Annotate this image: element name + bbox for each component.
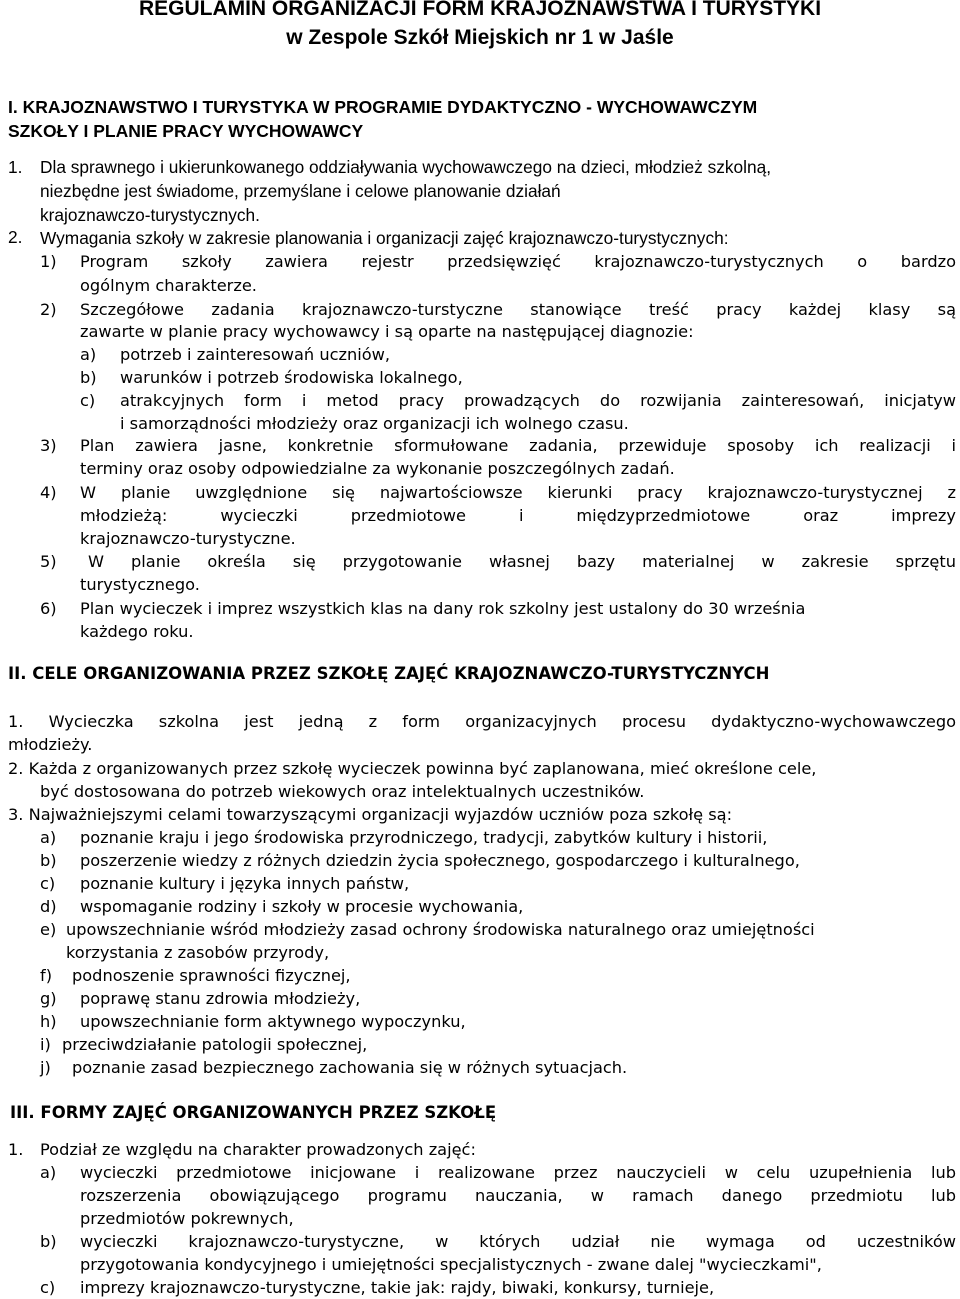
goal-letter: c) [40, 874, 56, 893]
section-2-paragraph: być dostosowana do potrzeb wiekowych oraz intelektualnych uczestników. [40, 782, 645, 801]
item-line: terminy oraz osoby odpowiedzialne za wykonanie poszczególnych zadań. [80, 459, 675, 478]
item-line: Plan zawiera jasne, konkretnie sformułowane zadania, przewiduje sposoby ich realizacji i [80, 436, 956, 455]
form-text: przygotowania kondycyjnego i umiejętności specjalistycznych - zwane dalej "wycieczkami", [80, 1255, 822, 1274]
document-subtitle: w Zespole Szkół Miejskich nr 1 w Jaśle [286, 26, 674, 49]
item-line: Plan wycieczek i imprez wszystkich klas na dany rok szkolny jest ustalony do 30 września [80, 599, 806, 618]
item-line: Program szkoły zawiera rejestr przedsięwzięć krajoznawczo-turystycznych o bardzo [80, 252, 956, 271]
paragraph-1-line: Dla sprawnego i ukierunkowanego oddziaływania wychowawczego na dzieci, młodzież szkolną, [40, 157, 772, 177]
goal-text: upowszechnianie form aktywnego wypoczynku, [80, 1012, 466, 1031]
item-line: turystycznego. [80, 575, 200, 594]
item-line: zawarte w planie pracy wychowawcy i są oparte na następującej diagnozie: [80, 322, 694, 341]
form-text: wycieczki przedmiotowe inicjowane i realizowane przez nauczycieli w celu uzupełnienia lub [80, 1163, 956, 1182]
section-2-heading: II. CELE ORGANIZOWANIA PRZEZ SZKOŁĘ ZAJĘĆ KRAJOZNAWCZO-TURYSTYCZNYCH [8, 664, 770, 683]
goal-letter: g) [40, 989, 57, 1008]
form-text: wycieczki krajoznawczo-turystyczne, w których udział nie wymaga od uczestników [80, 1232, 956, 1251]
item-number: 1) [40, 252, 57, 271]
item-line: ogólnym charakterze. [80, 276, 257, 295]
goal-text: poznanie zasad bezpiecznego zachowania się w różnych sytuacjach. [72, 1058, 628, 1077]
paragraph-2-line: Wymagania szkoły w zakresie planowania i organizacji zajęć krajoznawczo-turystycznych: [40, 228, 729, 248]
goal-text: przeciwdziałanie patologii społecznej, [62, 1035, 368, 1054]
paragraph-1-line: krajoznawczo-turystycznych. [40, 205, 260, 225]
item-line: W planie uwzględnione się najwartościowsze kierunki pracy krajoznawczo-turystycznej z [80, 483, 956, 502]
paragraph-2-number: 2. [8, 227, 23, 247]
section-1-heading-cont: SZKOŁY I PLANIE PRACY WYCHOWAWCY [8, 121, 364, 141]
goal-text: poznanie kultury i języka innych państw, [80, 874, 410, 893]
item-line: krajoznawczo-turystyczne. [80, 529, 296, 548]
form-letter: b) [40, 1232, 57, 1251]
item-line: W planie określa się przygotowanie własnej bazy materialnej w zakresie sprzętu [88, 552, 956, 571]
goal-text: korzystania z zasobów przyrody, [66, 943, 330, 962]
item-number: 3) [40, 436, 57, 455]
form-text: przedmiotów pokrewnych, [80, 1209, 294, 1228]
goal-letter: f) [40, 966, 53, 985]
item-number: 2) [40, 300, 57, 319]
subitem-letter: c) [80, 391, 96, 410]
section-2-paragraph: 1. Wycieczka szkolna jest jedną z form organizacyjnych procesu dydaktyczno-wychowawczego [8, 712, 956, 731]
subitem-letter: b) [80, 368, 97, 387]
subitem-text: potrzeb i zainteresowań uczniów, [120, 345, 391, 364]
section-2-paragraph: 2. Każda z organizowanych przez szkołę wycieczek powinna być zaplanowana, mieć określone cele, [8, 759, 817, 778]
goal-letter: e) [40, 920, 57, 939]
form-text: imprezy krajoznawczo-turystyczne, takie jak: rajdy, biwaki, konkursy, turnieje, [80, 1278, 715, 1297]
document-title: REGULAMIN ORGANIZACJI FORM KRAJOZNAWSTWA I TURYSTYKI [138, 0, 822, 20]
section-2-paragraph: 3. Najważniejszymi celami towarzyszącymi organizacji wyjazdów uczniów poza szkołę są: [8, 805, 733, 824]
section-3-paragraph: Podział ze względu na charakter prowadzonych zajęć: [40, 1140, 476, 1159]
goal-letter: b) [40, 851, 57, 870]
goal-letter: d) [40, 897, 57, 916]
paragraph-1-line: niezbędne jest świadome, przemyślane i celowe planowanie działań [40, 181, 561, 201]
goal-text: upowszechnianie wśród młodzieży zasad ochrony środowiska naturalnego oraz umiejętności [66, 920, 815, 939]
goal-letter: i) [40, 1035, 51, 1054]
item-line: Szczegółowe zadania krajoznawczo-turstyczne stanowiące treść pracy każdej klasy są [80, 300, 956, 319]
form-letter: c) [40, 1278, 56, 1297]
item-number: 6) [40, 599, 57, 618]
item-number: 4) [40, 483, 57, 502]
item-line: każdego roku. [80, 622, 194, 641]
goal-letter: h) [40, 1012, 57, 1031]
subitem-text: atrakcyjnych form i metod pracy prowadzących do rozwijania zainteresowań, inicjatyw [120, 391, 956, 410]
goal-text: poszerzenie wiedzy z różnych dziedzin życia społecznego, gospodarczego i kulturalnego, [80, 851, 800, 870]
form-letter: a) [40, 1163, 57, 1182]
goal-text: poprawę stanu zdrowia młodzieży, [80, 989, 361, 1008]
goal-text: podnoszenie sprawności fizycznej, [72, 966, 351, 985]
goal-text: poznanie kraju i jego środowiska przyrodniczego, tradycji, zabytków kultury i historii, [80, 828, 768, 847]
subitem-text: i samorządności młodzieży oraz organizacji ich wolnego czasu. [120, 414, 629, 433]
subitem-letter: a) [80, 345, 97, 364]
section-2-paragraph: młodzieży. [8, 735, 93, 754]
section-3-heading: III. FORMY ZAJĘĆ ORGANIZOWANYCH PRZEZ SZKOŁĘ [10, 1103, 497, 1122]
form-text: rozszerzenia obowiązującego programu nauczania, w ramach danego przedmiotu lub [80, 1186, 956, 1205]
section-1-heading: I. KRAJOZNAWSTWO I TURYSTYKA W PROGRAMIE DYDAKTYCZNO - WYCHOWAWCZYM [8, 97, 758, 117]
goal-text: wspomaganie rodziny i szkoły w procesie wychowania, [80, 897, 524, 916]
goal-letter: a) [40, 828, 57, 847]
section-3-number: 1. [8, 1140, 24, 1159]
goal-letter: j) [40, 1058, 51, 1077]
subitem-text: warunków i potrzeb środowiska lokalnego, [120, 368, 463, 387]
item-line: młodzieżą: wycieczki przedmiotowe i międzyprzedmiotowe oraz imprezy [80, 506, 956, 525]
item-number: 5) [40, 552, 57, 571]
paragraph-1-number: 1. [8, 157, 23, 177]
